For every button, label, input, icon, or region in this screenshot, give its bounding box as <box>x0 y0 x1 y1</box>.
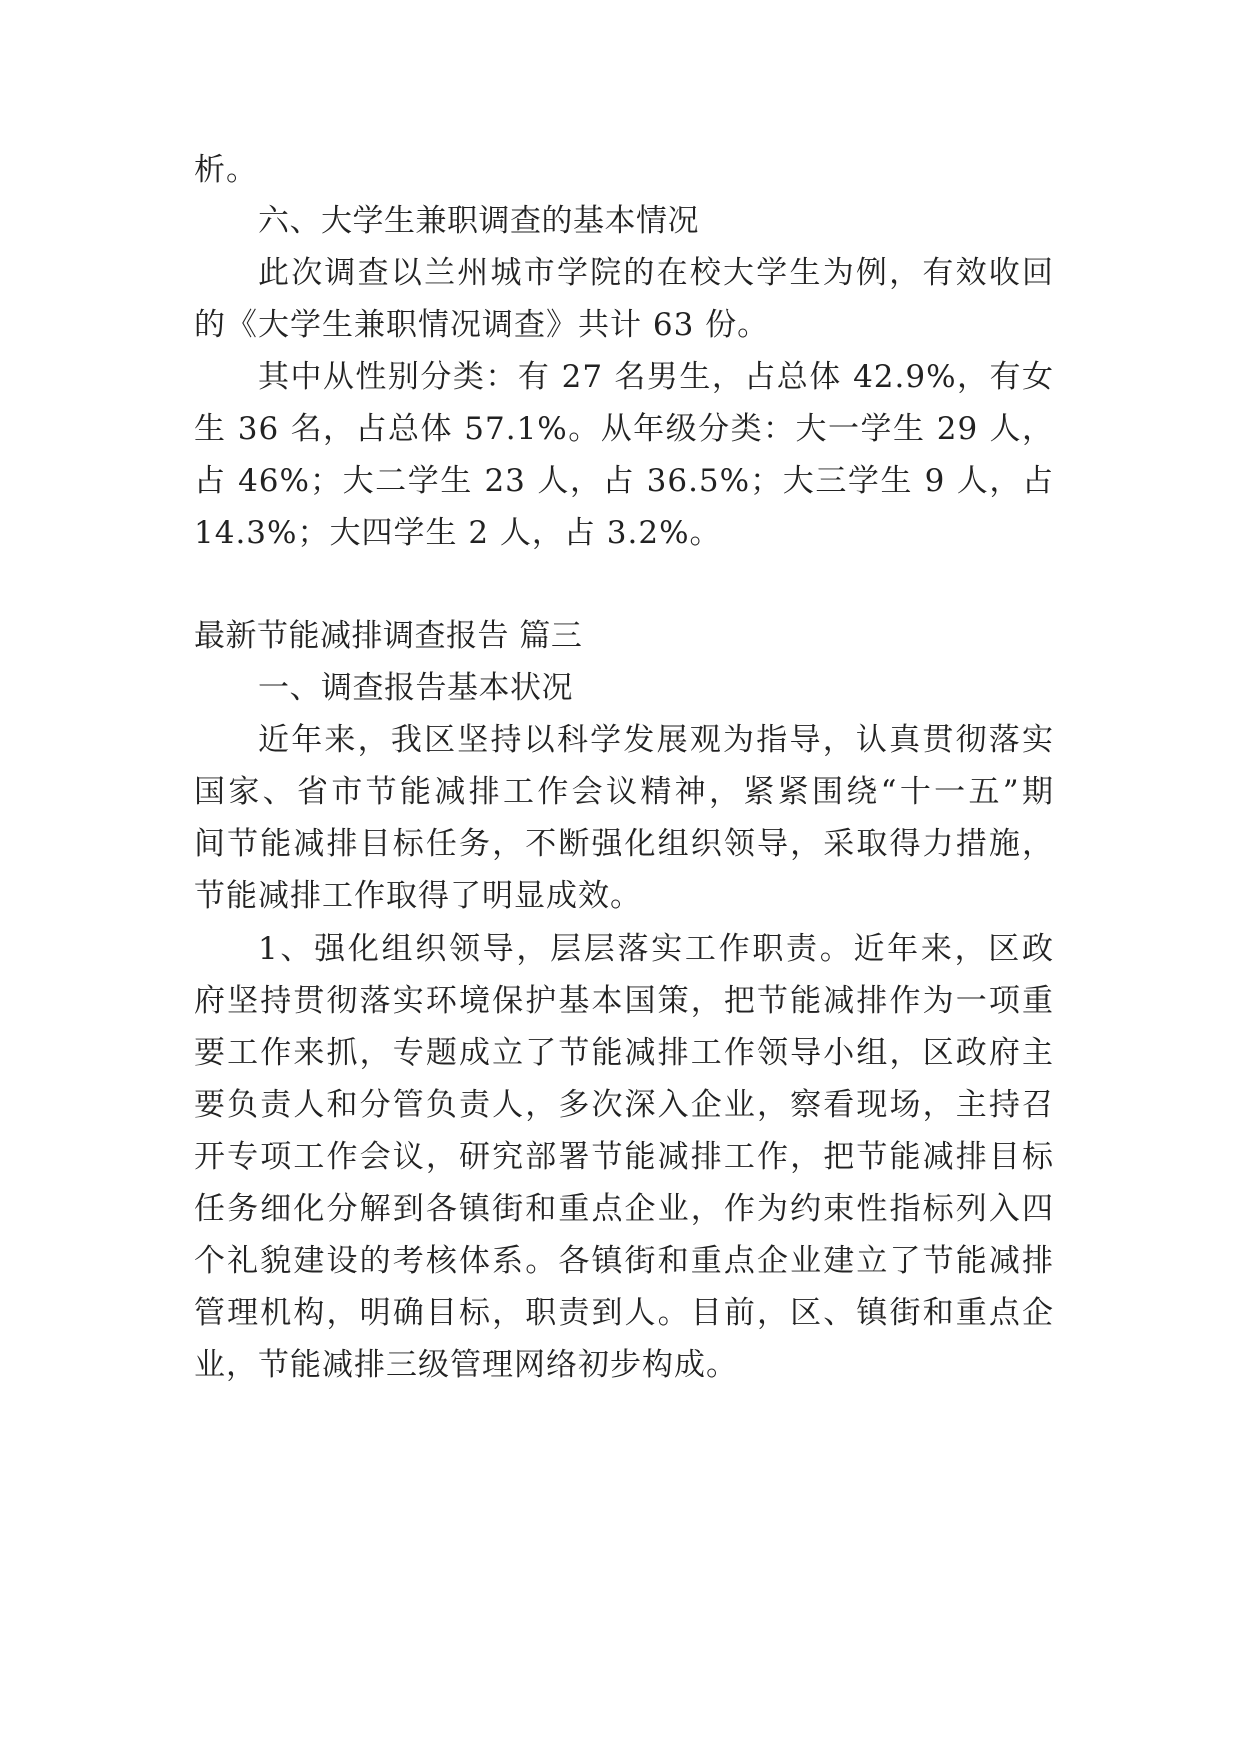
paragraph-line: 间节能减排目标任务，不断强化组织领导，采取得力措施， <box>194 826 1054 862</box>
paragraph-line: 要负责人和分管负责人，多次深入企业，察看现场，主持召 <box>194 1087 1054 1123</box>
section-heading: 一、调查报告基本状况 <box>258 670 573 706</box>
paragraph-line: 占 46%；大二学生 23 人，占 36.5%；大三学生 9 人，占 <box>194 463 1054 499</box>
paragraph-line: 任务细化分解到各镇街和重点企业，作为约束性指标列入四 <box>194 1191 1054 1227</box>
paragraph-line: 此次调查以兰州城市学院的在校大学生为例，有效收回 <box>258 255 1054 291</box>
paragraph-line: 近年来，我区坚持以科学发展观为指导，认真贯彻落实 <box>258 722 1054 758</box>
paragraph-tail-line: 析。 <box>194 152 258 188</box>
article-title: 最新节能减排调查报告 篇三 <box>194 618 583 654</box>
paragraph-line: 管理机构，明确目标，职责到人。目前，区、镇街和重点企 <box>194 1295 1054 1331</box>
paragraph-line: 国家、省市节能减排工作会议精神，紧紧围绕“十一五”期 <box>194 774 1054 810</box>
paragraph-line: 其中从性别分类：有 27 名男生，占总体 42.9%，有女 <box>258 359 1054 395</box>
paragraph-line: 14.3%；大四学生 2 人，占 3.2%。 <box>194 515 722 551</box>
section-heading: 六、大学生兼职调查的基本情况 <box>258 203 699 239</box>
paragraph-line: 业，节能减排三级管理网络初步构成。 <box>194 1347 738 1383</box>
paragraph-line: 个礼貌建设的考核体系。各镇街和重点企业建立了节能减排 <box>194 1243 1054 1279</box>
paragraph-line: 要工作来抓，专题成立了节能减排工作领导小组，区政府主 <box>194 1035 1054 1071</box>
paragraph-line: 开专项工作会议，研究部署节能减排工作，把节能减排目标 <box>194 1139 1054 1175</box>
paragraph-line: 府坚持贯彻落实环境保护基本国策，把节能减排作为一项重 <box>194 983 1054 1019</box>
paragraph-line: 生 36 名，占总体 57.1%。从年级分类：大一学生 29 人， <box>194 411 1054 447</box>
paragraph-line: 的《大学生兼职情况调查》共计 63 份。 <box>194 307 770 343</box>
paragraph-line: 节能减排工作取得了明显成效。 <box>194 878 642 914</box>
paragraph-line: 1、强化组织领导，层层落实工作职责。近年来，区政 <box>258 931 1054 967</box>
